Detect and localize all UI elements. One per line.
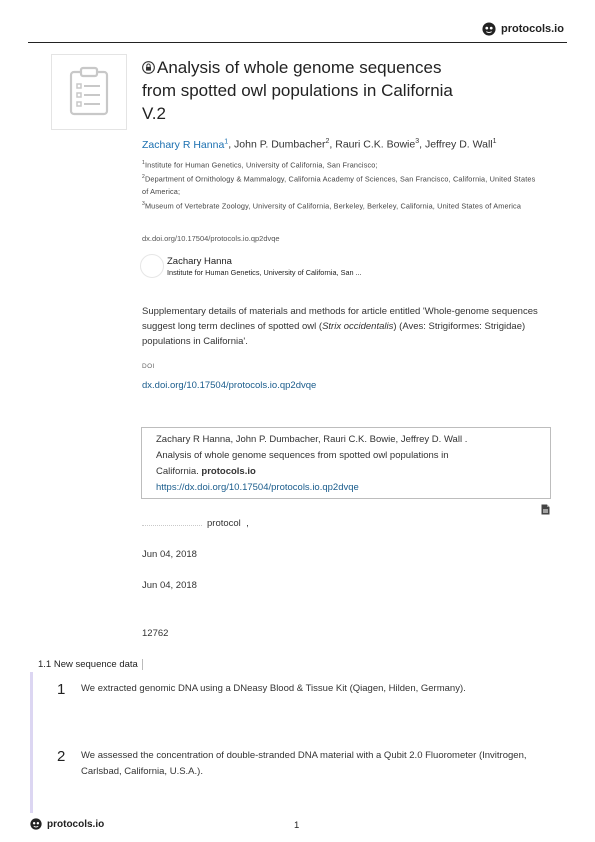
affiliation-text: Museum of Vertebrate Zoology, University of California, Berkeley, Berkeley, California, United States of America bbox=[144, 201, 522, 211]
protocol-type bbox=[207, 518, 249, 529]
author-link[interactable] bbox=[142, 139, 228, 151]
protocol-type-label: protocol bbox=[207, 518, 241, 529]
pdf-download-icon[interactable] bbox=[541, 504, 550, 515]
abstract-italic: Strix occidentalis bbox=[322, 321, 394, 332]
title-line-1: Analysis of whole genome sequences bbox=[157, 58, 442, 77]
header-brand[interactable] bbox=[482, 22, 564, 36]
abstract bbox=[142, 304, 554, 349]
abstract-text-2: ) (Aves: Strigiformes: Strigidae) populations in California'. bbox=[142, 321, 526, 347]
citation-box bbox=[141, 427, 551, 499]
protocol-thumbnail bbox=[51, 54, 127, 130]
citation-text-2: California. bbox=[156, 466, 199, 477]
placeholder-line bbox=[142, 525, 202, 526]
author-4-name: Jeffrey D. Wall bbox=[424, 138, 493, 151]
affiliation-list bbox=[142, 157, 542, 212]
affiliation-sup: 2 bbox=[142, 174, 145, 181]
author-3-name: Rauri C.K. Bowie bbox=[335, 138, 416, 151]
affiliation-item bbox=[142, 157, 542, 171]
author-list bbox=[142, 138, 552, 151]
doi-link[interactable]: dx.doi.org/10.17504/protocols.io.qp2dvqe bbox=[142, 380, 317, 391]
affiliation-text: Department of Ornithology & Mammalogy, California Academy of Sciences, San Francisco, California, United States of America; bbox=[142, 174, 536, 196]
step-number: 1 bbox=[57, 681, 66, 698]
created-date: Jun 04, 2018 bbox=[142, 549, 197, 560]
title-line-3: V.2 bbox=[142, 104, 166, 123]
protocol-id: 12762 bbox=[142, 628, 169, 639]
header-rule bbox=[28, 42, 567, 43]
author-sep: , bbox=[228, 138, 235, 151]
step-text: We extracted genomic DNA using a DNeasy Blood & Tissue Kit (Qiagen, Hilden, Germany). bbox=[81, 683, 466, 694]
author-2-sup: 2 bbox=[325, 138, 330, 145]
author-3-sup: 3 bbox=[415, 138, 420, 145]
footer-brand[interactable] bbox=[30, 818, 104, 830]
lock-icon bbox=[142, 61, 155, 74]
section-sidebar bbox=[30, 672, 33, 813]
step-number: 2 bbox=[57, 748, 66, 765]
author-2-name: John P. Dumbacher bbox=[234, 138, 326, 151]
avatar bbox=[140, 254, 164, 278]
doi-small: dx.doi.org/10.17504/protocols.io.qp2dvqe bbox=[142, 234, 280, 243]
affiliation-sup: 1 bbox=[142, 160, 145, 166]
section-title: 1.1 New sequence data bbox=[38, 659, 143, 670]
owner-affiliation: Institute for Human Genetics, University of California, San ... bbox=[167, 268, 362, 277]
author-4-sup: 1 bbox=[492, 138, 497, 145]
step-text: We assessed the concentration of double-stranded DNA material with a Qubit 2.0 Fluorometer (Invitrogen, Carlsbad, California, U.S.A.). bbox=[81, 750, 527, 777]
citation-text: Analysis of whole genome sequences from spotted owl populations in bbox=[156, 450, 449, 461]
title-line-2: from spotted owl populations in California bbox=[142, 81, 453, 100]
affiliation-item bbox=[142, 171, 542, 197]
protocols-logo-icon bbox=[482, 22, 496, 36]
author-sep: , bbox=[329, 138, 336, 151]
footer-brand-text: protocols.io bbox=[47, 818, 105, 830]
affiliation-sup: 3 bbox=[142, 200, 145, 207]
page-title bbox=[142, 56, 502, 125]
affiliation-text: Institute for Human Genetics, University of California, San Francisco; bbox=[144, 160, 378, 170]
affiliation-item bbox=[142, 198, 542, 212]
owner-name[interactable]: Zachary Hanna bbox=[167, 256, 232, 267]
page-number: 1 bbox=[294, 820, 300, 831]
doi-label: DOI bbox=[142, 363, 155, 370]
citation-line-3 bbox=[156, 464, 536, 480]
author-sep: , bbox=[419, 138, 425, 151]
author-1-sup: 1 bbox=[224, 138, 229, 145]
citation-url[interactable]: https://dx.doi.org/10.17504/protocols.io.qp2dvqe bbox=[156, 482, 359, 493]
clipboard-icon bbox=[52, 55, 126, 129]
protocols-logo-icon bbox=[30, 818, 42, 830]
author-1-name: Zachary R Hanna bbox=[142, 138, 225, 151]
published-date: Jun 04, 2018 bbox=[142, 580, 197, 591]
abstract-text-1: Supplementary details of materials and methods for article entitled 'Whole-genome sequences suggest long term declines of spotted owl ( bbox=[142, 306, 538, 332]
citation-authors: Zachary R Hanna, John P. Dumbacher, Rauri C.K. Bowie, Jeffrey D. Wall . bbox=[156, 434, 468, 445]
header-brand-text: protocols.io bbox=[501, 23, 564, 35]
citation-source: protocols.io bbox=[201, 466, 256, 477]
protocol-type-suffix: , bbox=[246, 518, 249, 529]
